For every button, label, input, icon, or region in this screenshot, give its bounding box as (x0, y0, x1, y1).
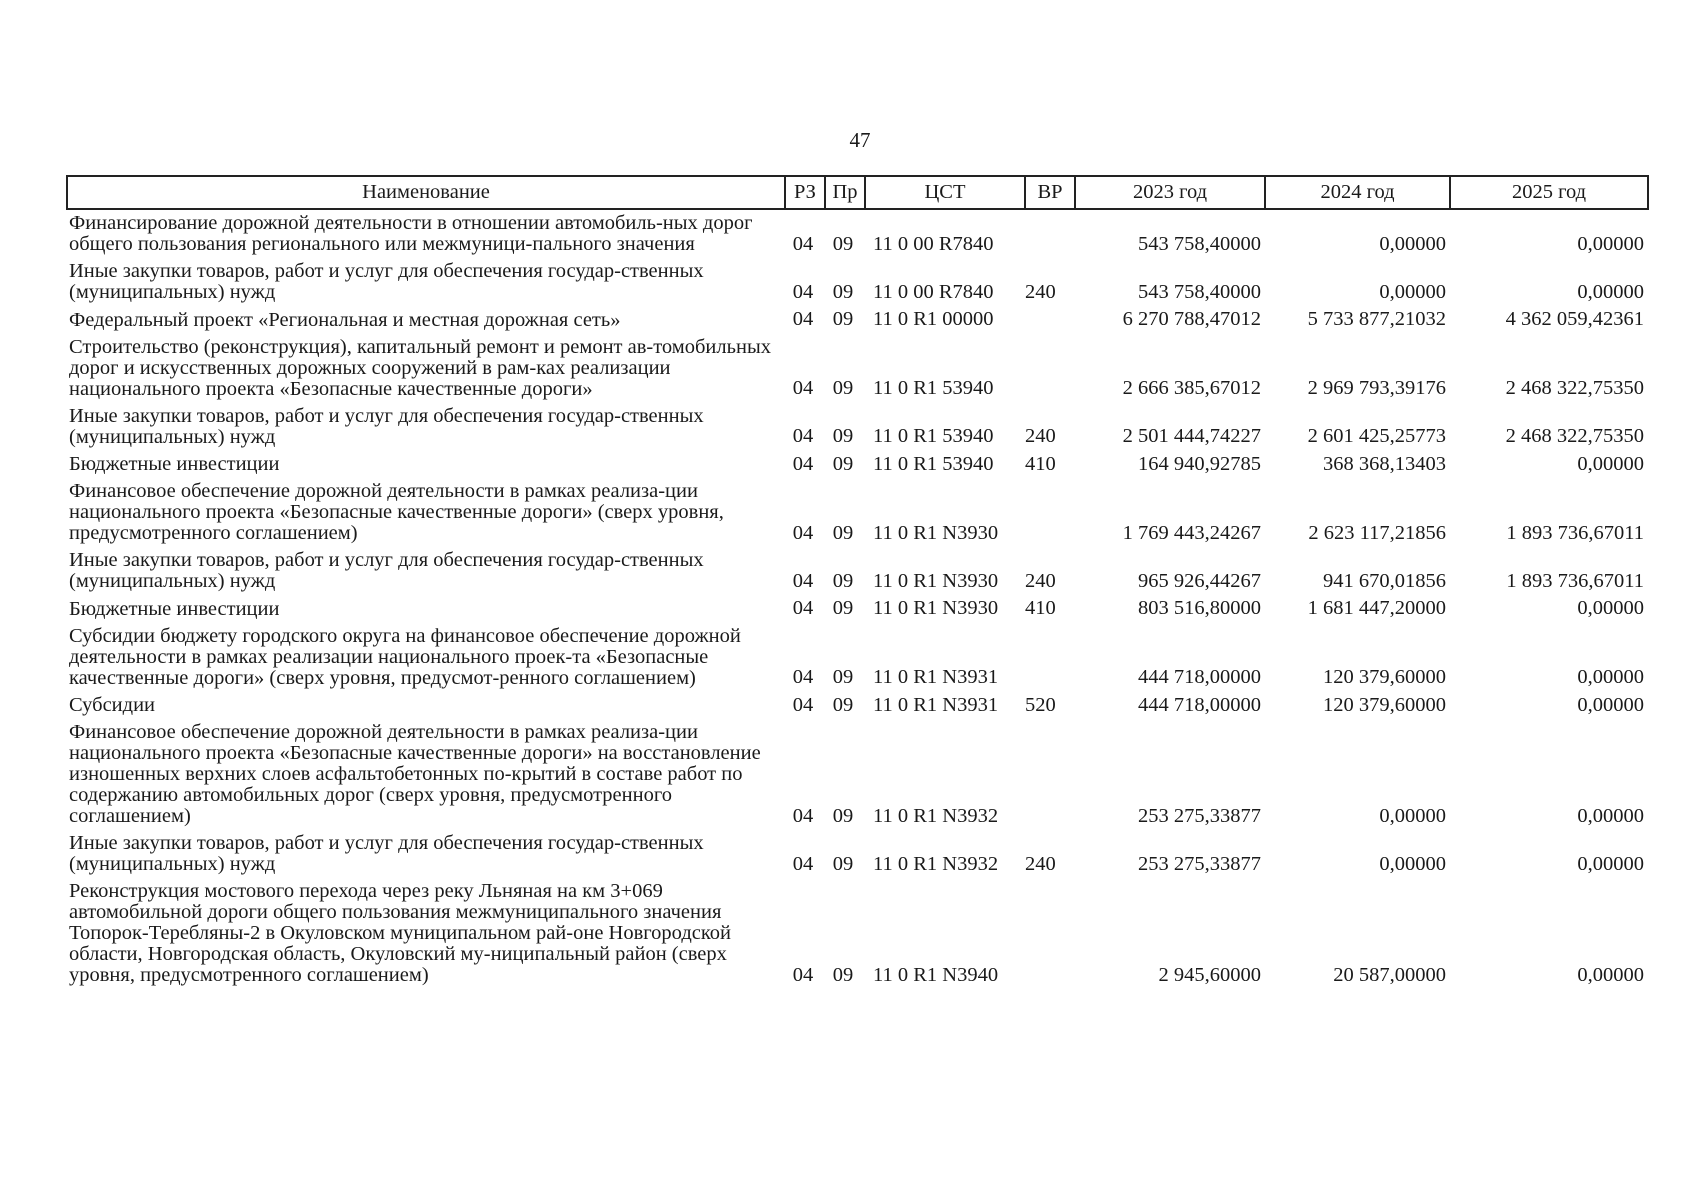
row-cst: 11 0 00 R7840 (873, 232, 994, 255)
row-pr: 09 (832, 452, 854, 475)
table-row (67, 209, 1648, 258)
row-vr: 410 (1025, 452, 1056, 475)
row-pr: 09 (832, 804, 854, 827)
page-number: 47 (849, 128, 871, 152)
row-pr: 09 (832, 308, 854, 330)
row-2025: 0,00000 (1577, 804, 1644, 827)
table-row (67, 623, 1648, 692)
row-name: Строительство (реконструкция), капитальный ремонт и ремонт ав-томобильных дорог и искусственных дорожных сооружений в рам-ках реализации национального проекта «Безопасные качественные дороги» (69, 335, 771, 400)
row-2023: 2 945,60000 (1158, 963, 1261, 986)
header-pr: Пр (825, 176, 865, 209)
row-vr (1025, 334, 1075, 403)
row-pr: 09 (832, 693, 854, 716)
row-2023: 2 666 385,67012 (1122, 377, 1261, 399)
row-2024: 120 379,60000 (1323, 666, 1446, 688)
row-2024: 120 379,60000 (1323, 693, 1446, 716)
row-pr: 09 (832, 425, 854, 447)
row-2024: 2 969 793,39176 (1307, 377, 1446, 399)
table-row (67, 719, 1648, 830)
row-2023: 965 926,44267 (1138, 569, 1261, 592)
row-cst: 11 0 R1 N3940 (873, 963, 999, 986)
row-2023: 444 718,00000 (1138, 666, 1261, 688)
table-row (67, 595, 1648, 623)
row-2024: 0,00000 (1379, 280, 1446, 303)
row-vr (1025, 306, 1075, 334)
table-body (67, 209, 1648, 989)
row-2025: 0,00000 (1577, 963, 1644, 986)
row-2024: 941 670,01856 (1323, 569, 1446, 592)
row-2025: 1 893 736,67011 (1506, 569, 1644, 592)
row-cst: 11 0 R1 N3931 (873, 666, 999, 688)
header-name: Наименование (67, 176, 785, 209)
row-pr: 09 (832, 666, 854, 688)
row-rz: 04 (792, 521, 814, 544)
row-name: Иные закупки товаров, работ и услуг для обеспечения государ-ственных (муниципальных) нужд (69, 832, 704, 875)
table-row (67, 403, 1648, 451)
row-cst: 11 0 R1 N3930 (873, 569, 999, 592)
row-rz: 04 (792, 963, 814, 986)
row-2024: 2 623 117,21856 (1308, 521, 1446, 544)
row-vr (1025, 478, 1075, 547)
table-row (67, 830, 1648, 878)
row-cst: 11 0 R1 53940 (873, 377, 994, 399)
row-vr: 240 (1025, 852, 1056, 875)
table-row (67, 451, 1648, 479)
row-cst: 11 0 R1 N3932 (873, 804, 999, 827)
row-rz: 04 (792, 597, 814, 619)
row-2024: 20 587,00000 (1333, 963, 1446, 986)
row-vr: 240 (1025, 569, 1056, 592)
row-pr: 09 (832, 569, 854, 592)
table-row (67, 306, 1648, 334)
row-vr (1025, 209, 1075, 258)
row-2024: 1 681 447,20000 (1307, 597, 1446, 619)
header-vr: ВР (1025, 176, 1075, 209)
row-vr (1025, 719, 1075, 830)
row-2023: 543 758,40000 (1138, 232, 1261, 255)
row-2023: 2 501 444,74227 (1122, 425, 1261, 447)
row-2024: 0,00000 (1379, 852, 1446, 875)
row-pr: 09 (832, 597, 854, 619)
row-rz: 04 (792, 452, 814, 475)
row-rz: 04 (792, 308, 814, 330)
row-name: Финансовое обеспечение дорожной деятельности в рамках реализа-ции национального проекта «Безопасные качественные дороги» (сверх уровня, предусмотренного соглашением) (69, 480, 724, 544)
row-vr: 240 (1025, 280, 1056, 303)
header-rz: РЗ (785, 176, 825, 209)
row-2023: 543 758,40000 (1138, 280, 1261, 303)
row-2025: 0,00000 (1577, 597, 1644, 619)
table-row (67, 878, 1648, 989)
row-2024: 0,00000 (1379, 804, 1446, 827)
budget-table (66, 175, 1649, 989)
table-row (67, 478, 1648, 547)
row-pr: 09 (832, 377, 854, 399)
header-2023: 2023 год (1075, 176, 1265, 209)
row-rz: 04 (792, 280, 814, 303)
row-rz: 04 (792, 377, 814, 399)
row-pr: 09 (832, 521, 854, 544)
row-vr: 410 (1025, 597, 1056, 619)
row-2025: 4 362 059,42361 (1505, 308, 1644, 330)
row-2024: 368 368,13403 (1323, 452, 1446, 475)
table-row (67, 692, 1648, 720)
header-2024: 2024 год (1265, 176, 1450, 209)
row-2025: 0,00000 (1577, 852, 1644, 875)
row-pr: 09 (832, 963, 854, 986)
row-name: Бюджетные инвестиции (69, 597, 280, 620)
row-name: Иные закупки товаров, работ и услуг для обеспечения государ-ственных (муниципальных) нужд (69, 549, 704, 592)
row-cst: 11 0 R1 53940 (873, 452, 994, 475)
row-name: Реконструкция мостового перехода через реку Льняная на км 3+069 автомобильной дороги общего пользования межмуниципального значения Топорок-Теребляны-2 в Окуловском муниципальном рай-оне Новгородской области, Новгородская область, Окуловский му-ниципальный район (сверх уровня, предусмотренного соглашением) (69, 880, 732, 986)
table-row (67, 258, 1648, 306)
row-rz: 04 (792, 693, 814, 716)
row-cst: 11 0 R1 N3930 (873, 521, 999, 544)
row-2025: 0,00000 (1577, 693, 1644, 716)
row-name: Иные закупки товаров, работ и услуг для обеспечения государ-ственных (муниципальных) нужд (69, 404, 704, 448)
row-pr: 09 (832, 280, 854, 303)
row-2023: 253 275,33877 (1138, 852, 1261, 875)
row-2025: 0,00000 (1577, 280, 1644, 303)
row-2025: 2 468 322,75350 (1505, 377, 1644, 399)
row-2023: 1 769 443,24267 (1122, 521, 1261, 544)
row-cst: 11 0 00 R7840 (873, 280, 994, 303)
row-vr: 240 (1025, 425, 1056, 447)
row-rz: 04 (792, 569, 814, 592)
row-pr: 09 (832, 232, 854, 255)
row-vr (1025, 623, 1075, 692)
row-name: Иные закупки товаров, работ и услуг для обеспечения государ-ственных (муниципальных) нужд (69, 260, 704, 303)
row-name: Федеральный проект «Региональная и местная дорожная сеть» (69, 308, 621, 331)
row-2023: 6 270 788,47012 (1122, 308, 1261, 330)
row-rz: 04 (792, 425, 814, 447)
row-name: Финансирование дорожной деятельности в отношении автомобиль-ных дорог общего пользования регионального или межмуници-пального значения (69, 212, 753, 255)
row-vr (1025, 878, 1075, 989)
row-name: Финансовое обеспечение дорожной деятельности в рамках реализа-ции национального проекта «Безопасные качественные дороги» на восстановление изношенных верхних слоев асфальтобетонных по-крытий в составе работ по содержанию автомобильных дорог (сверх уровня, предусмотренного соглашением) (69, 721, 761, 827)
row-cst: 11 0 R1 N3931 (873, 693, 999, 716)
row-cst: 11 0 R1 00000 (873, 308, 994, 330)
row-rz: 04 (792, 666, 814, 688)
row-name: Бюджетные инвестиции (69, 453, 280, 475)
row-2024: 0,00000 (1379, 232, 1446, 255)
row-2025: 2 468 322,75350 (1505, 425, 1644, 447)
row-name: Субсидии бюджету городского округа на финансовое обеспечение дорожной деятельности в рамках реализации национального проек-та «Безопасные качественные дороги» (сверх уровня, предусмот-ренного соглашением) (69, 624, 741, 689)
row-rz: 04 (792, 804, 814, 827)
table-row (67, 334, 1648, 403)
row-2025: 0,00000 (1577, 232, 1644, 255)
row-2025: 0,00000 (1577, 452, 1644, 475)
table-header (67, 176, 1648, 209)
header-cst: ЦСТ (865, 176, 1025, 209)
row-vr: 520 (1025, 693, 1056, 716)
row-2024: 5 733 877,21032 (1307, 308, 1446, 330)
row-2025: 1 893 736,67011 (1506, 521, 1644, 544)
row-pr: 09 (832, 852, 854, 875)
row-2023: 253 275,33877 (1138, 804, 1261, 827)
header-2025: 2025 год (1450, 176, 1648, 209)
row-2024: 2 601 425,25773 (1307, 425, 1446, 447)
row-cst: 11 0 R1 N3932 (873, 852, 999, 875)
row-2023: 164 940,92785 (1138, 452, 1261, 475)
row-cst: 11 0 R1 N3930 (873, 597, 999, 619)
table-row (67, 547, 1648, 595)
row-2023: 803 516,80000 (1138, 597, 1261, 619)
row-rz: 04 (792, 852, 814, 875)
row-name: Субсидии (69, 694, 156, 716)
row-cst: 11 0 R1 53940 (873, 425, 994, 447)
row-2023: 444 718,00000 (1138, 693, 1261, 716)
row-2025: 0,00000 (1577, 666, 1644, 688)
row-rz: 04 (792, 232, 814, 255)
